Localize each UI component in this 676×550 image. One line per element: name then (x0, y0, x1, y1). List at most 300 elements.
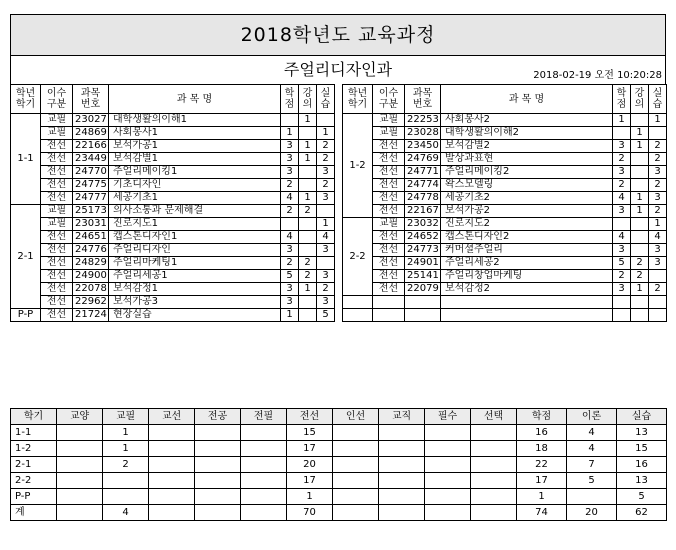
course-row (343, 244, 667, 257)
course-lecture (299, 179, 317, 192)
course-lecture: 1 (631, 140, 649, 153)
course-credits: 2 (281, 179, 299, 192)
summary-cell (379, 473, 425, 489)
summary-cell: 17 (287, 441, 333, 457)
course-name: 발상과표현 (441, 153, 613, 166)
course-name: 세공기초2 (441, 192, 613, 205)
summary-cell: 1-1 (11, 425, 57, 441)
header-name: 과 목 명 (109, 85, 281, 114)
course-code: 22167 (405, 205, 441, 218)
semester-label: 1-2 (343, 114, 373, 218)
course-credits: 4 (281, 231, 299, 244)
summary-cell (103, 473, 149, 489)
summary-header-cell: 교양 (57, 409, 103, 425)
course-type: 전선 (41, 244, 73, 257)
summary-cell (149, 489, 195, 505)
course-credits: 3 (613, 283, 631, 296)
course-practice: 3 (317, 270, 335, 283)
course-type: 교필 (41, 114, 73, 127)
course-code: 24829 (73, 257, 109, 270)
course-lecture: 1 (299, 283, 317, 296)
course-row (11, 114, 335, 127)
course-type: 전선 (373, 192, 405, 205)
course-practice: 1 (649, 218, 667, 231)
course-lecture: 1 (631, 192, 649, 205)
course-credits: 1 (281, 309, 299, 322)
course-row (11, 283, 335, 296)
summary-cell (241, 489, 287, 505)
course-row (11, 205, 335, 218)
summary-cell (103, 489, 149, 505)
course-credits: 3 (281, 244, 299, 257)
course-lecture (631, 218, 649, 231)
course-code: 25173 (73, 205, 109, 218)
summary-header-cell: 전필 (241, 409, 287, 425)
summary-header-cell: 교선 (149, 409, 195, 425)
course-practice: 2 (317, 179, 335, 192)
summary-cell (195, 457, 241, 473)
semester-label: 2-1 (11, 205, 41, 309)
header-credits: 학 점 (613, 85, 631, 114)
course-row (11, 179, 335, 192)
summary-cell: 계 (11, 505, 57, 521)
course-code: 24901 (405, 257, 441, 270)
course-lecture (631, 153, 649, 166)
course-name: 세공기초1 (109, 192, 281, 205)
course-type: 전선 (373, 270, 405, 283)
header-name: 과 목 명 (441, 85, 613, 114)
course-name: 주얼리메이킹1 (109, 166, 281, 179)
summary-cell (471, 441, 517, 457)
summary-cell (471, 457, 517, 473)
course-practice: 2 (317, 153, 335, 166)
course-credits: 3 (281, 153, 299, 166)
course-credits: 3 (281, 140, 299, 153)
empty-cell (441, 296, 613, 309)
summary-cell: P-P (11, 489, 57, 505)
course-row (11, 218, 335, 231)
course-row (11, 127, 335, 140)
course-code: 23032 (405, 218, 441, 231)
course-name: 현장실습 (109, 309, 281, 322)
empty-cell (343, 309, 373, 322)
course-name: 왁스모델링 (441, 179, 613, 192)
summary-cell (57, 473, 103, 489)
course-name: 대학생활의이해2 (441, 127, 613, 140)
semester-label: 1-1 (11, 114, 41, 205)
empty-cell (613, 309, 631, 322)
course-name: 보석감별1 (109, 153, 281, 166)
empty-cell (405, 296, 441, 309)
summary-cell (425, 505, 471, 521)
course-credits: 5 (281, 270, 299, 283)
course-row (343, 166, 667, 179)
course-type: 교필 (41, 205, 73, 218)
course-lecture: 2 (299, 270, 317, 283)
course-type: 교필 (373, 218, 405, 231)
left-header-row (11, 85, 335, 114)
course-code: 23031 (73, 218, 109, 231)
summary-cell (195, 489, 241, 505)
course-code: 24775 (73, 179, 109, 192)
course-practice: 3 (649, 192, 667, 205)
course-name: 보석감별2 (441, 140, 613, 153)
course-practice (317, 114, 335, 127)
empty-row (343, 296, 667, 309)
course-row (343, 153, 667, 166)
course-practice: 3 (317, 166, 335, 179)
summary-cell: 16 (617, 457, 667, 473)
course-lecture: 1 (299, 153, 317, 166)
course-row (11, 231, 335, 244)
course-credits: 3 (281, 166, 299, 179)
summary-cell (57, 441, 103, 457)
header-practice: 실 습 (317, 85, 335, 114)
summary-header-cell: 이론 (567, 409, 617, 425)
summary-cell (425, 425, 471, 441)
course-type: 전선 (41, 192, 73, 205)
course-row (343, 218, 667, 231)
course-code: 24771 (405, 166, 441, 179)
course-type: 전선 (41, 153, 73, 166)
summary-cell: 13 (617, 425, 667, 441)
course-practice: 2 (649, 153, 667, 166)
course-name: 커머셜주얼리 (441, 244, 613, 257)
course-lecture: 1 (631, 283, 649, 296)
course-credits: 2 (281, 257, 299, 270)
course-practice: 2 (649, 205, 667, 218)
course-code: 24777 (73, 192, 109, 205)
course-practice (317, 257, 335, 270)
course-lecture (299, 218, 317, 231)
right-curriculum-table (342, 84, 667, 322)
course-lecture: 1 (299, 140, 317, 153)
course-code: 23449 (73, 153, 109, 166)
course-credits (281, 114, 299, 127)
header-code: 과목 번호 (405, 85, 441, 114)
summary-row (11, 473, 667, 489)
empty-cell (405, 309, 441, 322)
course-name: 의사소통과 문제해결 (109, 205, 281, 218)
course-type: 전선 (41, 309, 73, 322)
course-type: 전선 (373, 166, 405, 179)
course-code: 24900 (73, 270, 109, 283)
summary-cell (333, 425, 379, 441)
summary-cell: 1 (287, 489, 333, 505)
course-practice: 2 (317, 283, 335, 296)
summary-header-cell: 필수 (425, 409, 471, 425)
course-type: 교필 (373, 114, 405, 127)
empty-cell (631, 309, 649, 322)
course-row (11, 140, 335, 153)
summary-cell: 4 (567, 425, 617, 441)
summary-cell: 74 (517, 505, 567, 521)
course-credits: 2 (613, 270, 631, 283)
course-row (343, 114, 667, 127)
summary-cell: 4 (103, 505, 149, 521)
course-practice: 1 (649, 114, 667, 127)
summary-cell: 4 (567, 441, 617, 457)
course-lecture: 2 (631, 257, 649, 270)
course-type: 전선 (373, 231, 405, 244)
course-credits: 3 (281, 283, 299, 296)
course-credits (281, 218, 299, 231)
course-credits: 5 (613, 257, 631, 270)
course-type: 전선 (41, 296, 73, 309)
course-practice: 2 (649, 283, 667, 296)
course-credits: 3 (613, 205, 631, 218)
summary-cell: 18 (517, 441, 567, 457)
summary-cell (379, 457, 425, 473)
summary-cell (57, 457, 103, 473)
course-practice: 3 (317, 296, 335, 309)
course-lecture: 1 (299, 192, 317, 205)
course-code: 23450 (405, 140, 441, 153)
course-practice: 2 (649, 140, 667, 153)
course-credits: 3 (281, 296, 299, 309)
empty-row (343, 309, 667, 322)
summary-row (11, 505, 667, 521)
course-row (343, 270, 667, 283)
course-type: 전선 (41, 257, 73, 270)
summary-cell: 20 (567, 505, 617, 521)
course-credits: 2 (613, 153, 631, 166)
course-lecture: 1 (631, 205, 649, 218)
summary-header-cell: 전공 (195, 409, 241, 425)
course-row (343, 140, 667, 153)
empty-cell (631, 296, 649, 309)
course-type: 전선 (373, 153, 405, 166)
course-code: 24869 (73, 127, 109, 140)
course-type: 전선 (373, 283, 405, 296)
summary-table (10, 408, 667, 521)
summary-cell: 1 (517, 489, 567, 505)
course-name: 보석감정2 (441, 283, 613, 296)
course-name: 사회봉사1 (109, 127, 281, 140)
summary-cell: 20 (287, 457, 333, 473)
right-header-row (343, 85, 667, 114)
summary-cell (379, 425, 425, 441)
course-type: 교필 (373, 127, 405, 140)
summary-cell (567, 489, 617, 505)
summary-cell (195, 425, 241, 441)
summary-cell (57, 425, 103, 441)
summary-header-cell: 학점 (517, 409, 567, 425)
summary-cell (149, 473, 195, 489)
course-name: 주얼리세공2 (441, 257, 613, 270)
summary-cell (471, 425, 517, 441)
course-practice: 3 (649, 166, 667, 179)
course-lecture (631, 179, 649, 192)
course-type: 전선 (373, 244, 405, 257)
course-lecture (299, 231, 317, 244)
course-name: 기초디자인 (109, 179, 281, 192)
course-name: 보석가공1 (109, 140, 281, 153)
summary-cell (241, 425, 287, 441)
summary-header-cell: 실습 (617, 409, 667, 425)
course-credits: 4 (613, 192, 631, 205)
course-code: 22253 (405, 114, 441, 127)
summary-cell (333, 489, 379, 505)
course-row (343, 179, 667, 192)
course-type: 전선 (41, 231, 73, 244)
course-credits: 2 (281, 205, 299, 218)
summary-cell: 5 (617, 489, 667, 505)
course-practice: 1 (317, 218, 335, 231)
course-code: 24778 (405, 192, 441, 205)
summary-cell: 2-1 (11, 457, 57, 473)
summary-cell (149, 505, 195, 521)
summary-row (11, 425, 667, 441)
summary-cell (149, 425, 195, 441)
summary-cell (425, 473, 471, 489)
course-row (11, 309, 335, 322)
course-lecture: 2 (631, 270, 649, 283)
course-lecture (299, 127, 317, 140)
course-row (343, 231, 667, 244)
summary-cell: 7 (567, 457, 617, 473)
course-code: 24776 (73, 244, 109, 257)
course-code: 21724 (73, 309, 109, 322)
course-lecture: 2 (299, 205, 317, 218)
course-code: 24770 (73, 166, 109, 179)
course-lecture (299, 296, 317, 309)
course-name: 주얼리세공1 (109, 270, 281, 283)
course-lecture: 1 (299, 114, 317, 127)
course-code: 22078 (73, 283, 109, 296)
course-practice (649, 127, 667, 140)
summary-cell (333, 441, 379, 457)
summary-cell (195, 505, 241, 521)
course-row (11, 192, 335, 205)
summary-cell: 62 (617, 505, 667, 521)
header-credits: 학 점 (281, 85, 299, 114)
summary-cell: 70 (287, 505, 333, 521)
course-lecture: 1 (631, 127, 649, 140)
course-row (11, 153, 335, 166)
course-type: 전선 (41, 166, 73, 179)
course-row (343, 257, 667, 270)
course-name: 주얼리디자인 (109, 244, 281, 257)
course-name: 주얼리메이킹2 (441, 166, 613, 179)
course-code: 23028 (405, 127, 441, 140)
course-row (11, 270, 335, 283)
summary-cell (149, 441, 195, 457)
course-code: 24774 (405, 179, 441, 192)
left-curriculum-table (10, 84, 335, 322)
course-practice: 3 (649, 257, 667, 270)
course-type: 전선 (373, 257, 405, 270)
summary-cell: 17 (517, 473, 567, 489)
summary-cell (241, 457, 287, 473)
summary-cell: 15 (617, 441, 667, 457)
course-code: 22166 (73, 140, 109, 153)
course-credits: 4 (281, 192, 299, 205)
course-credits: 3 (613, 244, 631, 257)
summary-cell (149, 457, 195, 473)
summary-header-row (11, 409, 667, 425)
course-row (11, 166, 335, 179)
course-credits: 4 (613, 231, 631, 244)
course-row (11, 244, 335, 257)
course-name: 캡스톤디자인2 (441, 231, 613, 244)
summary-cell (241, 473, 287, 489)
course-lecture: 2 (299, 257, 317, 270)
summary-cell (425, 457, 471, 473)
summary-cell (333, 505, 379, 521)
course-type: 전선 (41, 270, 73, 283)
summary-header-cell: 교필 (103, 409, 149, 425)
course-lecture (299, 166, 317, 179)
course-name: 진로지도1 (109, 218, 281, 231)
course-practice (649, 270, 667, 283)
course-type: 전선 (373, 140, 405, 153)
course-row (343, 283, 667, 296)
header-practice: 실 습 (649, 85, 667, 114)
course-row (343, 127, 667, 140)
summary-header-cell: 학기 (11, 409, 57, 425)
summary-cell: 16 (517, 425, 567, 441)
course-name: 진로지도2 (441, 218, 613, 231)
course-practice (317, 205, 335, 218)
course-lecture (299, 309, 317, 322)
header-lecture: 강 의 (299, 85, 317, 114)
course-lecture (631, 114, 649, 127)
summary-cell (57, 505, 103, 521)
course-code: 23027 (73, 114, 109, 127)
header-semester: 학년 학기 (343, 85, 373, 114)
course-name: 주얼리마케팅1 (109, 257, 281, 270)
summary-cell (57, 489, 103, 505)
summary-header-cell: 인선 (333, 409, 379, 425)
course-name: 보석가공3 (109, 296, 281, 309)
header-type: 이수 구분 (373, 85, 405, 114)
course-credits (613, 218, 631, 231)
course-lecture (631, 166, 649, 179)
summary-cell (425, 441, 471, 457)
course-credits: 3 (613, 166, 631, 179)
course-row (343, 205, 667, 218)
summary-header-cell: 교직 (379, 409, 425, 425)
summary-cell: 22 (517, 457, 567, 473)
empty-cell (613, 296, 631, 309)
timestamp: 2018-02-19 오전 10:20:28 (533, 70, 662, 81)
semester-label: P-P (11, 309, 41, 322)
header-semester: 학년 학기 (11, 85, 41, 114)
summary-cell (471, 473, 517, 489)
course-practice: 5 (317, 309, 335, 322)
course-code: 24651 (73, 231, 109, 244)
summary-cell: 15 (287, 425, 333, 441)
course-code: 24769 (405, 153, 441, 166)
summary-cell (195, 473, 241, 489)
page-title: 2018학년도 교육과정 (10, 14, 666, 56)
course-name: 사회봉사2 (441, 114, 613, 127)
course-practice: 4 (317, 231, 335, 244)
summary-cell (471, 489, 517, 505)
header-lecture: 강 의 (631, 85, 649, 114)
course-lecture (631, 244, 649, 257)
course-practice: 3 (317, 244, 335, 257)
course-practice: 3 (317, 192, 335, 205)
summary-cell: 13 (617, 473, 667, 489)
course-credits (613, 127, 631, 140)
summary-cell (195, 441, 241, 457)
course-type: 전선 (41, 179, 73, 192)
course-type: 교필 (41, 127, 73, 140)
summary-cell: 2-2 (11, 473, 57, 489)
summary-cell: 1 (103, 441, 149, 457)
